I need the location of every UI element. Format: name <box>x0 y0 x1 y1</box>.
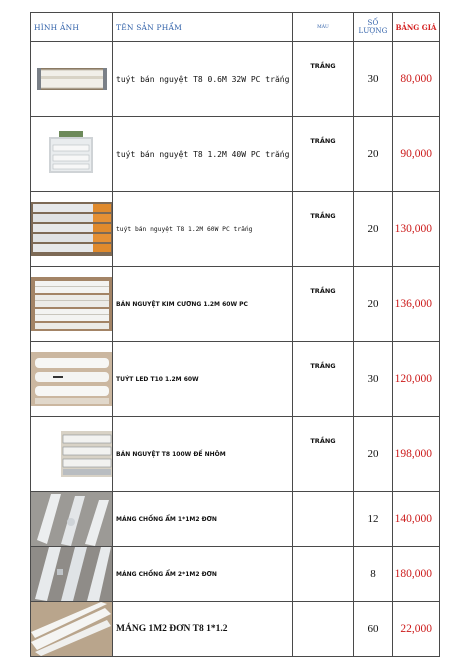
product-price: 120,000 <box>393 342 440 417</box>
product-name: TUÝT LED T10 1.2M 60W <box>113 342 293 417</box>
product-name: tuýt bán nguyệt T8 1.2M 60W PC trắng <box>113 192 293 267</box>
product-image-cell <box>31 192 113 267</box>
product-quantity: 20 <box>354 192 393 267</box>
product-color: TRẮNG <box>293 342 354 417</box>
product-image-cell <box>31 417 113 492</box>
product-quantity: 20 <box>354 417 393 492</box>
product-photo <box>31 427 113 481</box>
table-row <box>31 602 440 657</box>
table-row <box>31 42 440 117</box>
product-name: MÁNG 1M2 ĐƠN T8 1*1.2 <box>113 602 293 657</box>
product-color: TRẮNG <box>293 417 354 492</box>
product-color <box>293 602 354 657</box>
product-name: MÁNG CHỐNG ẨM 1*1M2 ĐƠN <box>113 492 293 547</box>
product-price: 90,000 <box>393 117 440 192</box>
product-color <box>293 547 354 602</box>
product-photo <box>31 547 113 601</box>
product-color: TRẮNG <box>293 117 354 192</box>
product-image-cell <box>31 492 113 547</box>
product-color <box>293 492 354 547</box>
table-row <box>31 547 440 602</box>
product-photo <box>31 52 113 106</box>
table-row <box>31 492 440 547</box>
product-quantity: 20 <box>354 117 393 192</box>
product-price: 22,000 <box>393 602 440 657</box>
product-image-cell <box>31 342 113 417</box>
product-photo <box>31 127 113 181</box>
product-name: MÁNG CHỐNG ẨM 2*1M2 ĐƠN <box>113 547 293 602</box>
product-price: 130,000 <box>393 192 440 267</box>
product-image-cell <box>31 42 113 117</box>
product-price-table <box>30 12 440 657</box>
product-price: 180,000 <box>393 547 440 602</box>
product-quantity: 12 <box>354 492 393 547</box>
product-quantity: 20 <box>354 267 393 342</box>
product-name: tuýt bán nguyệt T8 1.2M 40W PC trắng <box>113 117 293 192</box>
header-image: HÌNH ẢNH <box>31 13 113 42</box>
product-quantity: 8 <box>354 547 393 602</box>
product-quantity: 30 <box>354 42 393 117</box>
header-color: MÀU <box>293 13 354 42</box>
product-price: 136,000 <box>393 267 440 342</box>
product-image-cell <box>31 602 113 657</box>
product-price: 80,000 <box>393 42 440 117</box>
product-image-cell <box>31 117 113 192</box>
product-name: BÁN NGUYỆT KIM CƯƠNG 1.2M 60W PC <box>113 267 293 342</box>
product-price: 198,000 <box>393 417 440 492</box>
table-row <box>31 342 440 417</box>
table-header-row <box>31 13 440 42</box>
product-name: BÁN NGUYỆT T8 100W ĐẾ NHÔM <box>113 417 293 492</box>
product-color: TRẮNG <box>293 192 354 267</box>
table-row <box>31 117 440 192</box>
product-color: TRẮNG <box>293 267 354 342</box>
header-quantity: SỐ LƯỢNG <box>354 13 393 42</box>
product-photo <box>31 277 113 331</box>
product-photo <box>31 602 113 656</box>
product-image-cell <box>31 267 113 342</box>
product-quantity: 30 <box>354 342 393 417</box>
product-name: tuýt bán nguyệt T8 0.6M 32W PC trắng <box>113 42 293 117</box>
header-price: BẢNG GIÁ <box>393 13 440 42</box>
product-quantity: 60 <box>354 602 393 657</box>
product-photo <box>31 352 113 406</box>
product-price: 140,000 <box>393 492 440 547</box>
product-photo <box>31 202 113 256</box>
product-image-cell <box>31 547 113 602</box>
header-product-name: TÊN SẢN PHẨM <box>113 13 293 42</box>
table-row <box>31 267 440 342</box>
product-photo <box>31 492 113 546</box>
table-row <box>31 192 440 267</box>
table-row <box>31 417 440 492</box>
product-color: TRẮNG <box>293 42 354 117</box>
